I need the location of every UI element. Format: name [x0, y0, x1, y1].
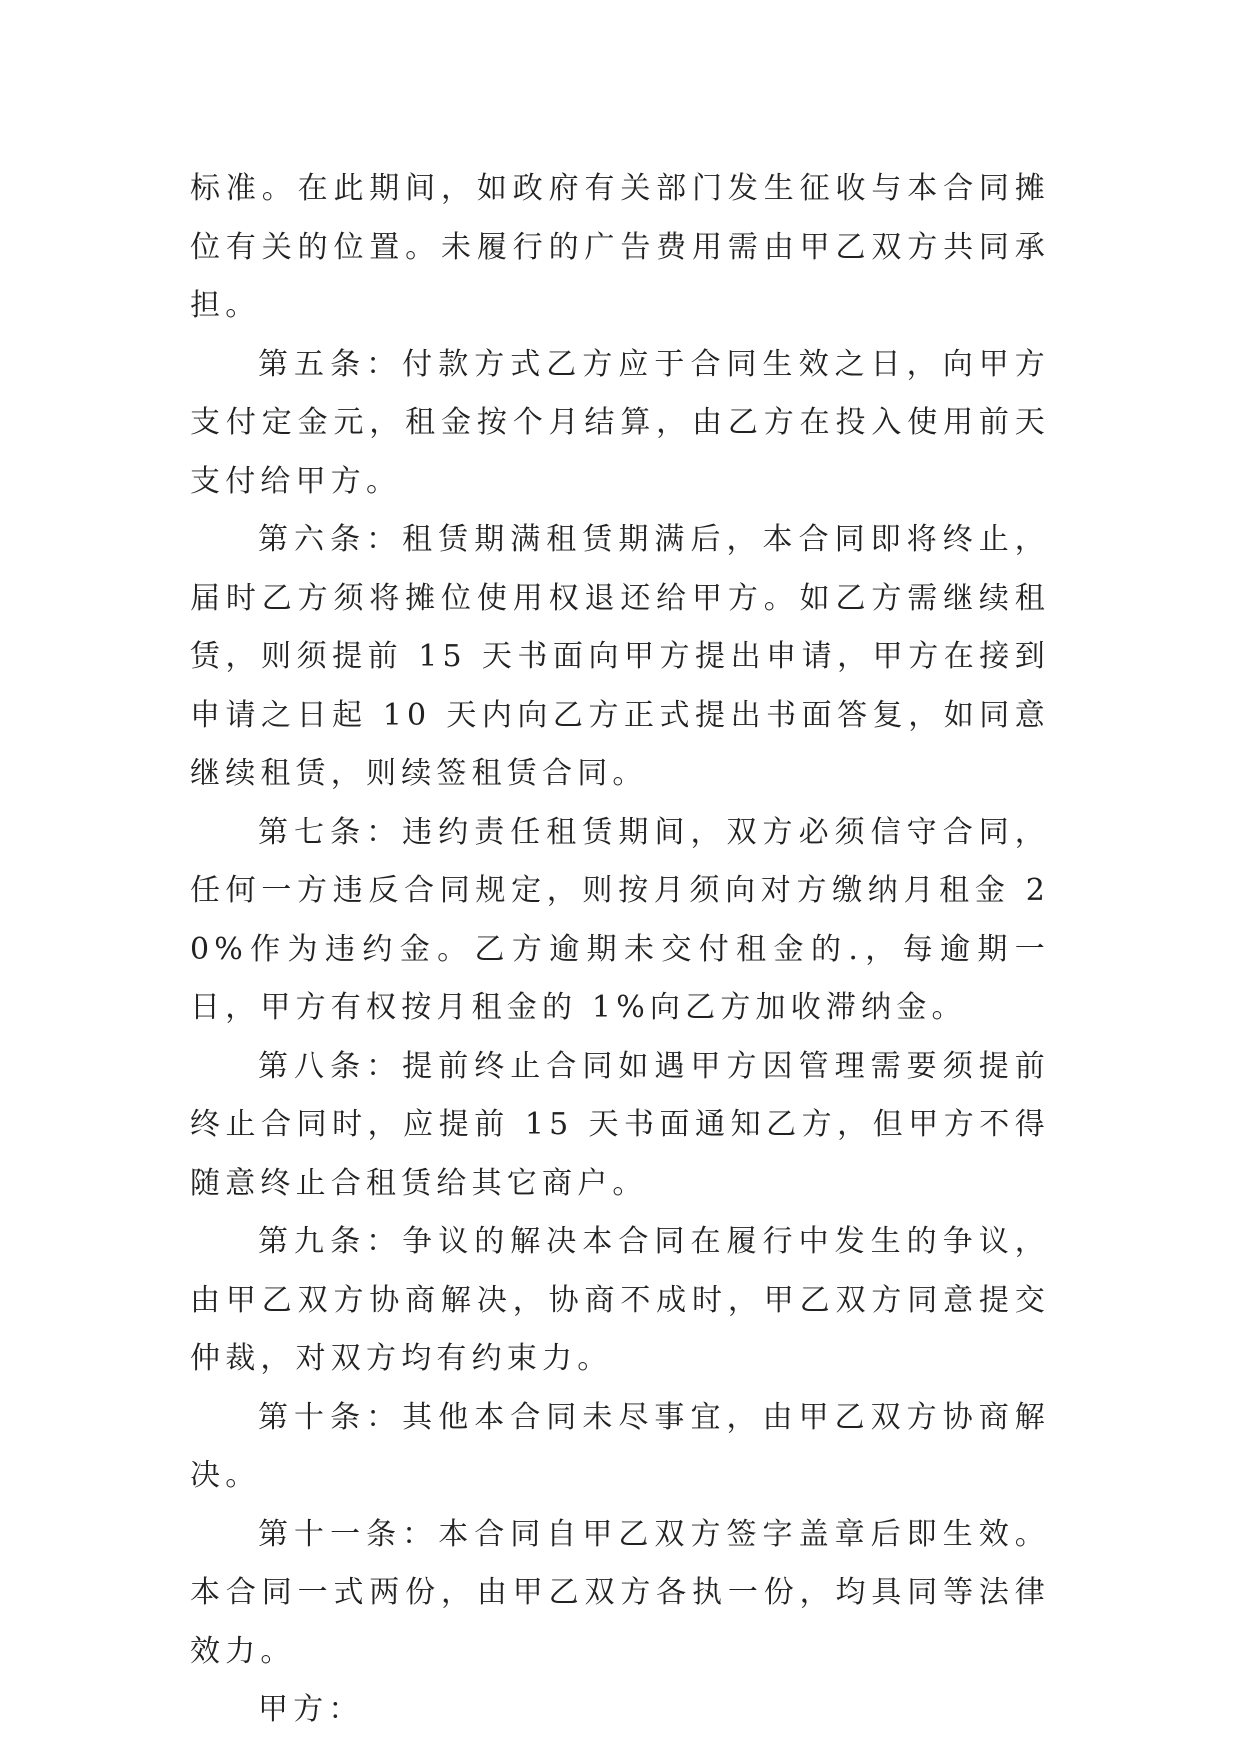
paragraph-article-5: 第五条：付款方式乙方应于合同生效之日，向甲方支付定金元，租金按个月结算，由乙方在投入使用前天支付给甲方。 [190, 346, 1050, 499]
signature-party-a: 甲方： [258, 1692, 364, 1727]
paragraph-article-9: 第九条：争议的解决本合同在履行中发生的争议，由甲乙双方协商解决，协商不成时，甲乙双方同意提交仲裁，对双方均有约束力。 [190, 1224, 1050, 1376]
paragraph-article-11: 第十一条：本合同自甲乙双方签字盖章后即生效。本合同一式两份，由甲乙双方各执一份，均具同等法律效力。 [190, 1516, 1050, 1669]
paragraph-article-10: 第十条：其他本合同未尽事宜，由甲乙双方协商解决。 [190, 1399, 1050, 1493]
paragraph-article-7: 第七条：违约责任租赁期间，双方必须信守合同，任何一方违反合同规定，则按月须向对方缴纳月租金 20%作为违约金。乙方逾期未交付租金的.，每逾期一日，甲方有权按月租金的 1%向乙方加收滞纳金。 [190, 814, 1050, 1025]
paragraph-article-8: 第八条：提前终止合同如遇甲方因管理需要须提前终止合同时，应提前 15 天书面通知乙方，但甲方不得随意终止合租赁给其它商户。 [190, 1048, 1050, 1201]
paragraph-continuation: 标准。在此期间，如政府有关部门发生征收与本合同摊位有关的位置。未履行的广告费用需由甲乙双方共同承担。 [190, 171, 1050, 323]
document-body [190, 160, 1050, 1740]
paragraph-article-6: 第六条：租赁期满租赁期满后，本合同即将终止，届时乙方须将摊位使用权退还给甲方。如乙方需继续租赁，则须提前 15 天书面向甲方提出申请，甲方在接到申请之日起 10 天内向乙方正式提出书面答复，如同意继续租赁，则续签租赁合同。 [190, 522, 1050, 791]
